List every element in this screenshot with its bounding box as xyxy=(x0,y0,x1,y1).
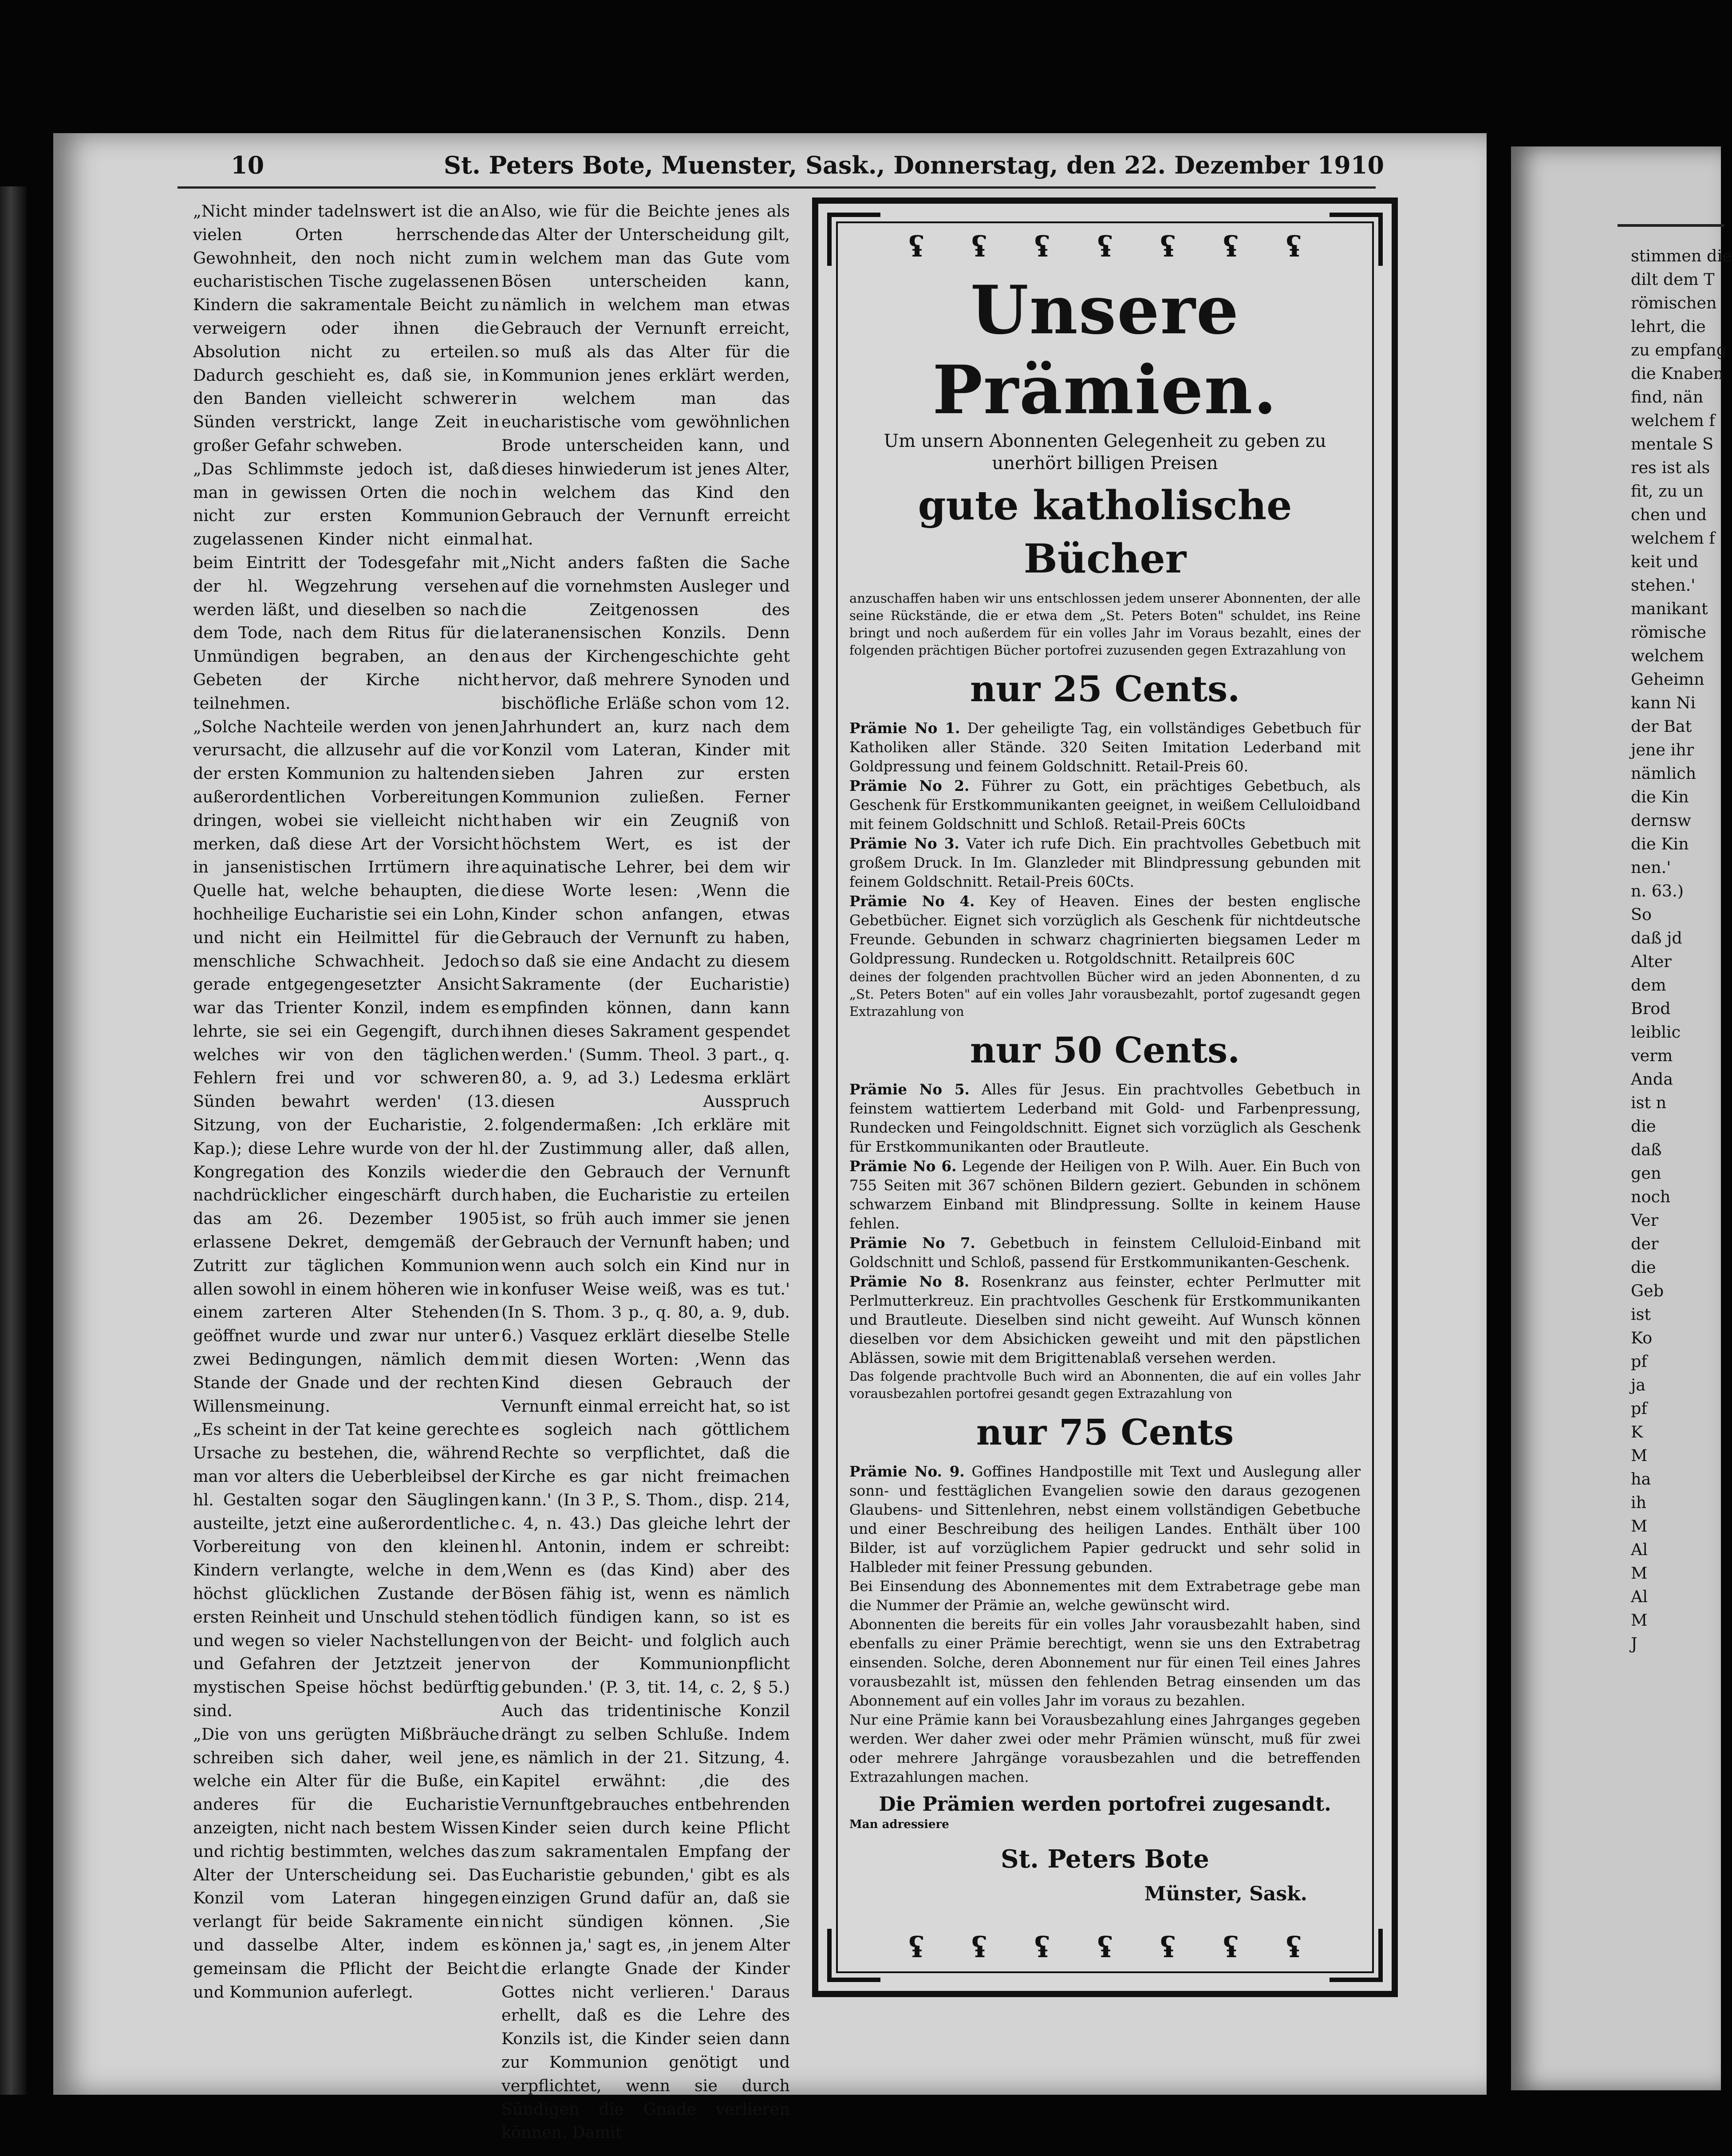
ad-intro-text: anzuschaffen haben wir uns entschlossen jedem unserer Abonnenten, der alle seine Rückstände, die er etwa dem „St. Peters Boten" schuldet, ins Reine bringt und noch außerdem für ein volles Jahr im Voraus bezahlt, eines der folgenden prächtigen Bücher portofrei zuzusenden gegen Extrazahlung von xyxy=(849,591,1361,658)
price-heading: nur 75 Cents xyxy=(976,1411,1234,1453)
premium-text: Legende der Heiligen von P. Wilh. Auer. Ein Buch von 755 Seiten mit 367 schönen Bildern geziert. Gebunden in schönem schwarzem Einband mit Blindpressung. Sollte in keinem Hause fehlen. xyxy=(849,1158,1361,1232)
publisher-place: Münster, Sask. xyxy=(1144,1883,1307,1905)
facing-page-fragment: mentale S xyxy=(1631,434,1714,454)
premium-item xyxy=(849,1462,1361,1577)
ornament-icon: ʢ xyxy=(1223,1931,1239,1964)
ad-terms: Bei Einsendung des Abonnementes mit dem Extrabetrage gebe man die Nummer der Prämie an, welche gewünscht wird. xyxy=(849,1578,1361,1614)
facing-page-fragment: Anda xyxy=(1631,1070,1673,1089)
premium-text: Goffines Handpostille mit Text und Auslegung aller sonn- und festtäglichen Evangelien sowie den daraus gezogenen Glaubens- und Sittenlehren, nebst einem vollständigen Gebetbuche und einer Beschreibung des heiligen Landes. Enthält über 100 Bilder, ist auf vorzüglichem Papier gedruckt und sehr solid in Halbleder mit feiner Pressung gebunden. xyxy=(849,1463,1361,1576)
ornament-row-top xyxy=(885,230,1325,264)
premium-item xyxy=(849,834,1361,892)
premium-item xyxy=(849,1080,1361,1157)
facing-page-fragment: So xyxy=(1631,905,1652,924)
facing-page-rule xyxy=(1618,224,1724,227)
article-paragraph: „Das Schlimmste jedoch ist, daß man in gewissen Orten die noch nicht zur ersten Kommunion zugelassenen Kinder nicht einmal beim Eintritt der Todesgefahr mit der hl. Wegzehrung versehen werden läßt, und dieselben so nach dem Tode, nach dem Ritus für die Unmündigen begraben, an den Gebeten der Kirche nicht teilnehmen. xyxy=(193,459,499,713)
facing-page-fragment: lehrt, die xyxy=(1631,317,1706,336)
premium-text: Der geheiligte Tag, ein vollständiges Gebetbuch für Katholiken aller Stände. 320 Seiten Imitation Lederband mit Goldpressung und feinem Goldschnitt. Retail-Preis 60. xyxy=(849,720,1361,775)
facing-page-fragment: Ko xyxy=(1631,1328,1653,1347)
premium-advertisement xyxy=(812,197,1398,1997)
price-heading: nur 50 Cents. xyxy=(970,1029,1240,1071)
facing-page-fragment: n. 63.) xyxy=(1631,881,1684,900)
facing-page-fragment: ih xyxy=(1631,1493,1647,1512)
ad-content xyxy=(849,270,1361,1911)
premium-item xyxy=(849,892,1361,968)
facing-page-fragment: keit und xyxy=(1631,552,1699,571)
facing-page-fragment: die xyxy=(1631,1258,1656,1277)
ad-mid-text: deines der folgenden prachtvollen Bücher wird an jeden Abonnenten, d zu „St. Peters Boten" auf ein volles Jahr vorausbezahlt, portof zugesandt gegen Extrazahlung von xyxy=(849,969,1361,1019)
article-column-1 xyxy=(193,200,499,2004)
premium-text: Gebetbuch in feinstem Celluloid-Einband mit Goldschnitt und Schloß, passend für Erstkommunikanten-Geschenk. xyxy=(849,1235,1361,1271)
facing-page-fragment: Alter xyxy=(1631,952,1672,971)
ornament-icon: ʢ xyxy=(971,230,987,264)
premium-text: Vater ich rufe Dich. Ein prachtvolles Gebetbuch mit großem Druck. In Im. Glanzleder mit Blindpressung gebunden mit feinem Goldschnitt. Retail-Preis 60Cts. xyxy=(849,835,1361,890)
facing-page-fragment: M xyxy=(1631,1611,1648,1630)
facing-page-fragment: die Kin xyxy=(1631,787,1689,806)
price-heading: nur 25 Cents. xyxy=(970,668,1240,710)
facing-page-fragment: der xyxy=(1631,1234,1659,1253)
facing-page-fragment: ist n xyxy=(1631,1093,1667,1112)
facing-page-fragment: kann Ni xyxy=(1631,693,1696,712)
facing-page-fragment: römischen xyxy=(1631,293,1717,312)
facing-page-fragment: die Kin xyxy=(1631,834,1689,853)
facing-page-fragment: manikant xyxy=(1631,599,1708,618)
facing-page-fragment: welchem f xyxy=(1631,529,1715,548)
ad-postage-line: Die Prämien werden portofrei zugesandt. xyxy=(879,1793,1331,1816)
facing-page-fragment: res ist als xyxy=(1631,458,1710,477)
ornament-icon: ʢ xyxy=(1223,230,1239,264)
facing-page-fragment: der Bat xyxy=(1631,717,1692,736)
ad-subtitle: gute katholische Bücher xyxy=(918,482,1292,582)
premium-text: Alles für Jesus. Ein prachtvolles Gebetbuch in feinstem wattiertem Lederband mit Gold- und Farbenpressung, Rundecken und Feingoldschnitt. Eignet sich vorzüglich als Geschenk für Erstkommunikanten oder Brautleute. xyxy=(849,1081,1361,1155)
ornament-icon: ʢ xyxy=(1034,1931,1050,1964)
ad-title: Unsere Prämien. xyxy=(932,271,1278,429)
article-paragraph: „Nicht anders faßten die Sache auf die vornehmsten Ausleger und die Zeitgenossen des lateranensischen Konzils. Denn aus der Kirchengeschichte geht hervor, daß mehrere Synoden und bischöfliche Erläße schon vom 12. Jahrhundert an, kurz nach dem Konzil vom Lateran, Kinder mit sieben Jahren zur ersten Kommunion zuließen. Ferner haben wir ein Zeugniß von höchstem Wert, es ist der aquinatische Lehrer, bei dem wir diese Worte lesen: ‚Wenn die Kinder schon anfangen, etwas Gebrauch der Vernunft zu haben, so daß sie eine Andacht zu diesem Sakramente (der Eucharistie) empfinden können, dann kann ihnen dieses Sakrament gespendet werden.' (Summ. Theol. 3 part., q. 80, a. 9, ad 3.) Ledesma erklärt diesen Ausspruch folgendermaßen: ‚Ich erkläre mit der Zustimmung aller, daß allen, die den Gebrauch der Vernunft haben, die Eucharistie zu erteilen ist, so früh auch immer sie jenen Gebrauch der Vernunft haben; und wenn auch solch ein Kind nur in konfuser Weise weiß, was es tut.' (In S. Thom. 3 p., q. 80, a. 9, dub. 6.) Vasquez erklärt dieselbe Stelle mit diesen Worten: ‚Wenn das Kind diesen Gebrauch der Vernunft einmal erreicht hat, so ist es sogleich nach göttlichem Rechte so verpflichtet, daß die Kirche es gar nicht freimachen kann.' (In 3 P., S. Thom., disp. 214, c. 4, n. 43.) Das gleiche lehrt der hl. Antonin, indem er schreibt: ‚Wenn es (das Kind) aber des Bösen fähig ist, wenn es nämlich tödlich fündigen kann, so ist es von der Beicht- und folglich auch von der Kommunionpflicht gebunden.' (P. 3, tit. 14, c. 2, § 5.) Auch das tridentinische Konzil drängt zu selben Schluße. Indem es nämlich in der 21. Sitzung, 4. Kapitel erwähnt: ‚die des Vernunftgebrauches entbehrenden Kinder seien durch keine Pflicht zum sakramentalen Empfang der Eucharistie gebunden,' gibt es als einzigen Grund dafür an, daß sie nicht sündigen können. ‚Sie können ja,' sagt es, ‚in jenem Alter die erlangte Gnade der Kinder Gottes nicht verlieren.' Daraus erhellt, daß es die Lehre des Konzils ist, die Kinder seien dann zur Kommunion genötigt und verpflichtet, wenn sie durch Sündigen die Gnade verlieren können. Damit xyxy=(501,553,790,2142)
article-paragraph: „Es scheint in der Tat keine gerechte Ursache zu bestehen, die, während man vor alters die Ueberbleibsel der hl. Gestalten sogar den Säuglingen austeilte, jetzt eine außerordentliche Vorbereitung von den kleinen Kindern verlangte, welche in dem höchst glücklichen Zustande der ersten Reinheit und Unschuld stehen und wegen so vieler Nachstellungen und Gefahren der Jetztzeit jener mystischen Speise höchst bedürftig sind. xyxy=(193,1420,499,1720)
facing-page-fragment: ist xyxy=(1631,1305,1651,1324)
ornament-icon: ʢ xyxy=(1286,1931,1302,1964)
facing-page-fragment: Ver xyxy=(1631,1211,1659,1230)
facing-page-fragment: welchem xyxy=(1631,646,1704,665)
facing-page-fragment: stehen.' xyxy=(1631,576,1696,595)
facing-page-fragment: verm xyxy=(1631,1046,1673,1065)
premium-label: Prämie No 5. xyxy=(849,1081,970,1098)
premium-label: Prämie No 7. xyxy=(849,1234,975,1252)
facing-page-fragment: noch xyxy=(1631,1187,1671,1206)
facing-page-text xyxy=(1631,244,1732,1655)
premium-item xyxy=(849,719,1361,776)
facing-page-fragment: M xyxy=(1631,1564,1648,1583)
ornament-corner-icon xyxy=(1330,1929,1383,1982)
ad-intro-line: Um unsern Abonnenten Gelegenheit zu geben zu xyxy=(884,431,1326,451)
premium-text: Key of Heaven. Eines der besten englische Gebetbücher. Eignet sich vorzüglich als Geschenk für nichtdeutsche Freunde. Gebunden in schwarz chagrinierten biegsamen Leder m Goldpressung. Rundecken u. Rotgoldschnitt. Retailpreis 60C xyxy=(849,893,1361,967)
masthead-line: St. Peters Bote, Muenster, Sask., Donnerstag, den 22. Dezember 1910 xyxy=(444,151,1385,179)
ornament-corner-icon xyxy=(827,213,880,266)
facing-page-fragment: K xyxy=(1631,1422,1643,1441)
facing-page-fragment: Al xyxy=(1631,1540,1648,1559)
facing-page-fragment: nämlich xyxy=(1631,764,1696,783)
facing-page-fragment: Brod xyxy=(1631,999,1671,1018)
premium-item xyxy=(849,1233,1361,1272)
facing-page-fragment: zu empfang xyxy=(1631,340,1727,359)
facing-page-fragment: Geheimn xyxy=(1631,670,1704,689)
premium-text: Rosenkranz aus feinster, echter Perlmutter mit Perlmutterkreuz. Ein prachtvolles Geschenk für Erstkommunikanten und Brautleute. Dieselben sind nicht geweiht. Auf Wunsch können dieselben vor dem Absichicken geweiht und mit den päpstlichen Ablässen, sowie mit dem Brigittenablaß versehen werden. xyxy=(849,1273,1361,1366)
article-paragraph: „Die von uns gerügten Mißbräuche schreiben sich daher, weil jene, welche ein Alter für die Buße, ein anderes für die Eucharistie anzeigten, nicht nach bestem Wissen und richtig bestimmten, welches das Alter der Unterscheidung sei. Das Konzil vom Lateran hingegen verlangt für beide Sakramente ein und dasselbe Alter, indem es gemeinsam die Pflicht der Beicht und Kommunion auferlegt. xyxy=(193,1724,499,2002)
article-paragraph: „Solche Nachteile werden von jenen verursacht, die allzusehr auf die vor der ersten Kommunion zu haltenden außerordentlichen Vorbereitungen dringen, wobei sie vielleicht nicht merken, daß diese Art der Vorsicht in jansenistischen Irrtümern ihre Quelle hat, welche behaupten, die hochheilige Eucharistie sei ein Lohn, und nicht ein Heilmittel für die menschliche Schwachheit. Jedoch gerade entgegengesetzter Ansicht war das Trienter Konzil, indem es lehrte, sie sei ein Gegengift, durch welches wir von den täglichen Fehlern frei und vor schweren Sünden bewahrt werden' (13. Sitzung, von der Eucharistie, 2. Kap.); diese Lehre wurde von der hl. Kongregation des Konzils wieder nachdrücklicher eingeschärft durch das am 26. Dezember 1905 erlassene Dekret, demgemäß der Zutritt zur täglichen Kommunion allen sowohl in einem höheren wie in einem zarteren Alter Stehenden geöffnet wurde und zwar nur unter zwei Bedingungen, nämlich dem Stande der Gnade und der rechten Willensmeinung. xyxy=(193,717,499,1416)
facing-page-fragment: pf xyxy=(1631,1399,1647,1418)
premium-item xyxy=(849,1157,1361,1233)
ornament-icon: ʢ xyxy=(1286,230,1302,264)
address-label: Man adressiere xyxy=(849,1818,949,1831)
publisher-signature: St. Peters Bote xyxy=(1001,1844,1209,1874)
ornament-corner-icon xyxy=(827,1929,880,1982)
facing-page-fragment: fit, zu un xyxy=(1631,482,1704,501)
facing-page xyxy=(1511,146,1732,2090)
ornament-icon: ʢ xyxy=(971,1931,987,1964)
premium-label: Prämie No 3. xyxy=(849,835,959,852)
article-paragraph: „Nicht minder tadelnswert ist die an vielen Orten herrschende Gewohnheit, den noch nicht zum eucharistischen Tische zugelassenen Kindern die sakramentale Beicht zu verweigern oder ihnen die Absolution nicht zu erteilen. Dadurch geschieht es, daß sie, in den Banden vielleicht schwerer Sünden verstrickt, lange Zeit in großer Gefahr schweben. xyxy=(193,201,499,455)
ornament-icon: ʢ xyxy=(908,1931,924,1964)
facing-page-fragment: J xyxy=(1631,1634,1637,1653)
page-header xyxy=(178,146,1385,189)
ornament-icon: ʢ xyxy=(908,230,924,264)
facing-page-fragment: chen und xyxy=(1631,505,1707,524)
ad-terms: Nur eine Prämie kann bei Vorausbezahlung eines Jahrganges gegeben werden. Wer daher zwei oder mehr Prämien wünscht, muß für zwei oder mehrere Jahrgänge vorausbezahlen und die betreffenden Extrazahlungen machen. xyxy=(849,1711,1361,1785)
article-column-2 xyxy=(501,200,790,2144)
ornament-row-bottom xyxy=(885,1931,1325,1964)
facing-page-fragment: daß xyxy=(1631,1140,1662,1159)
premium-label: Prämie No 2. xyxy=(849,777,970,794)
facing-page-fragment: ha xyxy=(1631,1469,1651,1489)
facing-page-fragment: römische xyxy=(1631,623,1706,642)
premium-item xyxy=(849,776,1361,834)
facing-page-fragment: pf xyxy=(1631,1352,1647,1371)
ornament-icon: ʢ xyxy=(1097,1931,1113,1964)
ad-terms: Abonnenten die bereits für ein volles Jahr vorausbezahlt haben, sind ebenfalls zu einer Prämie berechtigt, wenn sie uns den Extrabetrag einsenden. Solche, deren Abonnement nur für einen Teil eines Jahres vorausbezahlt ist, müssen den fehlenden Betrag einsenden um das Abonnement auf ein volles Jahr im voraus zu bezahlen. xyxy=(849,1616,1361,1709)
facing-page-fragment: leiblic xyxy=(1631,1023,1681,1042)
facing-page-fragment: Geb xyxy=(1631,1281,1664,1300)
ornament-icon: ʢ xyxy=(1160,1931,1176,1964)
ornament-icon: ʢ xyxy=(1034,230,1050,264)
facing-page-fragment: stimmen die xyxy=(1631,246,1732,265)
facing-page-fragment: find, nän xyxy=(1631,387,1704,407)
ornament-corner-icon xyxy=(1330,213,1383,266)
facing-page-fragment: dilt dem T xyxy=(1631,270,1715,289)
facing-page-fragment: nen.' xyxy=(1631,858,1671,877)
facing-page-fragment: ja xyxy=(1631,1375,1646,1394)
facing-page-fragment: dernsw xyxy=(1631,811,1691,830)
facing-page-fragment: die xyxy=(1631,1117,1656,1136)
premium-label: Prämie No 6. xyxy=(849,1157,957,1175)
facing-page-fragment: M xyxy=(1631,1446,1648,1465)
ad-mid-text: Das folgende prachtvolle Buch wird an Abonnenten, die auf ein volles Jahr vorausbezahlen portofrei gesandt gegen Extrazahlung von xyxy=(849,1369,1361,1401)
ornament-icon: ʢ xyxy=(1097,230,1113,264)
premium-label: Prämie No 4. xyxy=(849,892,975,910)
page-number: 10 xyxy=(231,151,264,179)
article-paragraph: Also, wie für die Beichte jenes als das Alter der Unterscheidung gilt, in welchem man das Gute vom Bösen unterscheiden kann, nämlich in welchem man etwas Gebrauch der Vernunft erreicht, so muß als das Alter für die Kommunion jenes erklärt werden, in welchem man das eucharistische vom gewöhnlichen Brode unterscheiden kann, und dieses hinwiederum ist jenes Alter, in welchem das Kind den Gebrauch der Vernunft erreicht hat. xyxy=(501,201,790,549)
facing-page-fragment: daß jd xyxy=(1631,928,1682,948)
facing-page-fragment: Al xyxy=(1631,1587,1648,1606)
premium-label: Prämie No 8. xyxy=(849,1273,970,1290)
premium-text: Führer zu Gott, ein prächtiges Gebetbuch, als Geschenk für Erstkommunikanten geeignet, in weißem Celluloidband mit feinem Goldschnitt und Schloß. Retail-Preis 60Cts xyxy=(849,778,1361,833)
facing-page-fragment: welchem f xyxy=(1631,411,1715,430)
book-binding xyxy=(0,186,27,2095)
ad-intro-line: unerhört billigen Preisen xyxy=(992,453,1218,474)
premium-label: Prämie No. 9. xyxy=(849,1463,965,1480)
facing-page-fragment: M xyxy=(1631,1516,1648,1536)
ornament-icon: ʢ xyxy=(1160,230,1176,264)
facing-page-fragment: jene ihr xyxy=(1631,740,1694,759)
premium-item xyxy=(849,1272,1361,1368)
facing-page-fragment: die Knaben xyxy=(1631,364,1724,383)
facing-page-fragment: dem xyxy=(1631,975,1666,995)
facing-page-fragment: gen xyxy=(1631,1164,1661,1183)
premium-label: Prämie No 1. xyxy=(849,719,960,737)
